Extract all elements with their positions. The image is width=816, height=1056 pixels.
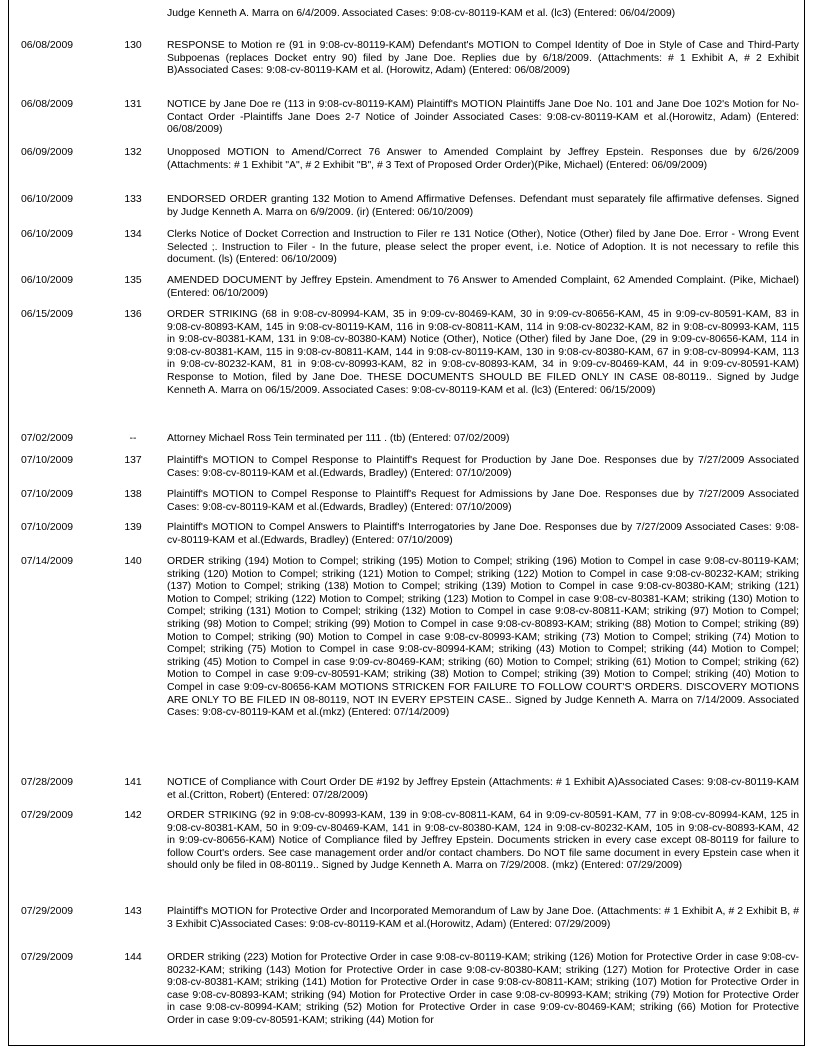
entry-number: -- (129, 433, 137, 444)
entry-text: AMENDED DOCUMENT by Jeffrey Epstein. Amendment to 76 Answer to Amended Complaint, 62 Amended Complaint. (Pike, Michael) (Entered: 06/10/2009) (167, 275, 799, 299)
entry-number: 131 (124, 99, 142, 110)
entry-number: 139 (124, 522, 142, 533)
entry-date: 06/15/2009 (21, 309, 74, 320)
entry-date: 06/08/2009 (21, 40, 74, 51)
entry-number: 133 (124, 194, 142, 205)
entry-number: 138 (124, 489, 142, 500)
entry-number: 141 (124, 777, 142, 788)
entry-date: 07/10/2009 (21, 455, 74, 466)
entry-text: NOTICE by Jane Doe re (113 in 9:08-cv-80119-KAM) Plaintiff's MOTION Plaintiffs Jane Doe No. 101 and Jane Doe 102's Motion for No-Contact Order -Plaintiffs Jane Does 2-7 Notice of Joinder Associated Cases: 9:08-cv-80119-KAM et al.(Horowitz, Adam) (Entered: 06/08/2009) (167, 99, 799, 136)
entry-text: ENDORSED ORDER granting 132 Motion to Amend Affirmative Defenses. Defendant must separately file affirmative defenses. Signed by Judge Kenneth A. Marra on 6/9/2009. (ir) (Entered: 06/10/2009) (167, 194, 799, 218)
entry-text: Plaintiff's MOTION to Compel Answers to Plaintiff's Interrogatories by Jane Doe. Responses due by 7/27/2009 Associated Cases: 9:08-cv-80119-KAM et al.(Edwards, Bradley) (Entered: 07/10/2009) (167, 522, 799, 546)
entry-date: 06/09/2009 (21, 147, 74, 158)
entry-number: 142 (124, 810, 142, 821)
entry-text: ORDER striking (223) Motion for Protective Order in case 9:08-cv-80119-KAM; striking (126) Motion for Protective Order in case 9:08-cv-80232-KAM; striking (143) Motion for Protective Order in case 9:08-cv-80380-KAM; striking (127) Motion for Protective Order in case 9:08-cv-80381-KAM; striking (141) Motion for Protective Order in case 9:08-cv-80811-KAM; striking (107) Motion for Protective Order in case 9:08-cv-80893-KAM; striking (94) Motion for Protective Order in case 9:08-cv-80993-KAM; striking (79) Motion for Protective Order in case 9:08-cv-80994-KAM; striking (52) Motion for Protective Order in case 9:09-cv-80469-KAM; striking (66) Motion for Protective Order in case 9:09-cv-80591-KAM; striking (44) Motion for (167, 952, 799, 1026)
entry-number: 132 (124, 147, 142, 158)
entry-date: 07/28/2009 (21, 777, 74, 788)
entry-text: ORDER STRIKING (92 in 9:08-cv-80993-KAM, 139 in 9:08-cv-80811-KAM, 64 in 9:09-cv-80591-KAM, 77 in 9:08-cv-80994-KAM, 125 in 9:08-cv-80381-KAM, 50 in 9:09-cv-80469-KAM, 141 in 9:08-cv-80380-KAM, 124 in 9:08-cv-80232-KAM, 105 in 9:08-cv-80893-KAM, 42 in 9:09-cv-80656-KAM) Notice of Compliance filed by Jeffrey Epstein. Documents stricken in every case except 08-80119 for failure to follow Court's orders. See case management order and/or contact chambers. Do NOT file same document in every Epstein case when it should only be filed in 08-80119.. Signed by Judge Kenneth A. Marra on 7/29/2008. (mkz) (Entered: 07/29/2009) (167, 810, 799, 872)
entry-date: 07/10/2009 (21, 522, 74, 533)
entry-text: Unopposed MOTION to Amend/Correct 76 Answer to Amended Complaint by Jeffrey Epstein. Responses due by 6/26/2009 (Attachments: # 1 Exhibit "A", # 2 Exhibit "B", # 3 Text of Proposed Order Order)(Pike, Michael) (Entered: 06/09/2009) (167, 147, 799, 171)
entry-date: 06/10/2009 (21, 194, 74, 205)
entry-number: 144 (124, 952, 142, 963)
entry-number: 130 (124, 40, 142, 51)
entry-number: 135 (124, 275, 142, 286)
docket-table (8, 0, 805, 1046)
entry-number: 136 (124, 309, 142, 320)
entry-text: Judge Kenneth A. Marra on 6/4/2009. Associated Cases: 9:08-cv-80119-KAM et al. (lc3) (Entered: 06/04/2009) (167, 8, 676, 19)
entry-date: 07/10/2009 (21, 489, 74, 500)
entry-date: 06/10/2009 (21, 275, 74, 286)
entry-text: RESPONSE to Motion re (91 in 9:08-cv-80119-KAM) Defendant's MOTION to Compel Identity of Doe in Style of Case and Third-Party Subpoenas (replaces Docket entry 90) filed by Jane Doe. Replies due by 6/18/2009. (Attachments: # 1 Exhibit A, # 2 Exhibit B)Associated Cases: 9:08-cv-80119-KAM et al. (Horowitz, Adam) (Entered: 06/08/2009) (167, 40, 799, 77)
entry-date: 07/29/2009 (21, 906, 74, 917)
entry-number: 143 (124, 906, 142, 917)
entry-date: 06/10/2009 (21, 229, 74, 240)
entry-text: ORDER STRIKING (68 in 9:08-cv-80994-KAM, 35 in 9:09-cv-80469-KAM, 30 in 9:09-cv-80656-KAM, 45 in 9:09-cv-80591-KAM, 83 in 9:08-cv-80893-KAM, 145 in 9:08-cv-80119-KAM, 116 in 9:08-cv-80811-KAM, 114 in 9:08-cv-80232-KAM, 82 in 9:08-cv-80993-KAM, 115 in 9:08-cv-80381-KAM, 131 in 9:08-cv-80380-KAM) Notice (Other), Notice (Other) filed by Jane Doe, (29 in 9:09-cv-80656-KAM, 114 in 9:08-cv-80381-KAM, 115 in 9:08-cv-80811-KAM, 144 in 9:08-cv-80119-KAM, 130 in 9:08-cv-80380-KAM, 67 in 9:08-cv-80994-KAM, 113 in 9:08-cv-80232-KAM, 81 in 9:08-cv-80993-KAM, 82 in 9:08-cv-80893-KAM, 34 in 9:09-cv-80469-KAM, 44 in 9:09-cv-80591-KAM) Response to Motion, filed by Jane Doe. THESE DOCUMENTS SHOULD BE FILED ONLY IN CASE 08-80119.. Signed by Judge Kenneth A. Marra on 06/15/2009. Associated Cases: 9:08-cv-80119-KAM et al. (lc3) (Entered: 06/15/2009) (167, 309, 799, 396)
entry-number: 137 (124, 455, 142, 466)
entry-number: 140 (124, 556, 142, 567)
entry-text: Plaintiff's MOTION for Protective Order and Incorporated Memorandum of Law by Jane Doe. (Attachments: # 1 Exhibit A, # 2 Exhibit B, # 3 Exhibit C)Associated Cases: 9:08-cv-80119-KAM et al.(Horowitz, Adam) (Entered: 07/29/2009) (167, 906, 799, 930)
entry-date: 07/29/2009 (21, 952, 74, 963)
entry-date: 07/02/2009 (21, 433, 74, 444)
entry-text: Attorney Michael Ross Tein terminated per 111 . (tb) (Entered: 07/02/2009) (167, 433, 510, 444)
entry-text: ORDER striking (194) Motion to Compel; striking (195) Motion to Compel; striking (196) Motion to Compel in case 9:08-cv-80119-KAM; striking (120) Motion to Compel; striking (121) Motion to Compel; striking (122) Motion to Compel in case 9:08-cv-80232-KAM; striking (137) Motion to Compel; striking (138) Motion to Compel; striking (139) Motion to Compel in case 9:08-cv-80380-KAM; striking (121) Motion to Compel; striking (122) Motion to Compel; striking (123) Motion to Compel in case 9:08-cv-80381-KAM; striking (130) Motion to Compel; striking (131) Motion to Compel; striking (132) Motion to Compel in case 9:08-cv-80811-KAM; striking (97) Motion to Compel; striking (98) Motion to Compel; striking (99) Motion to Compel in case 9:08-cv-80893-KAM; striking (88) Motion to Compel; striking (89) Motion to Compel; striking (90) Motion to Compel in case 9:08-cv-80993-KAM; striking (73) Motion to Compel; striking (74) Motion to Compel; striking (75) Motion to Compel in case 9:08-cv-80994-KAM; striking (43) Motion to Compel; striking (44) Motion to Compel; striking (45) Motion to Compel in case 9:09-cv-80469-KAM; striking (60) Motion to Compel; striking (61) Motion to Compel; striking (62) Motion to Compel in case 9:09-cv-80591-KAM; striking (38) Motion to Compel; striking (39) Motion to Compel; striking (40) Motion to Compel in case 9:09-cv-80656-KAM MOTIONS STRICKEN FOR FAILURE TO FOLLOW COURT'S ORDERS. DISCOVERY MOTIONS ARE ONLY TO BE FILED IN 08-80119, NOT IN EVERY EPSTEIN CASE.. Signed by Judge Kenneth A. Marra on 7/14/2009. Associated Cases: 9:08-cv-80119-KAM et al.(mkz) (Entered: 07/14/2009) (167, 556, 799, 719)
entry-date: 07/14/2009 (21, 556, 74, 567)
entry-text: Plaintiff's MOTION to Compel Response to Plaintiff's Request for Production by Jane Doe. Responses due by 7/27/2009 Associated Cases: 9:08-cv-80119-KAM et al.(Edwards, Bradley) (Entered: 07/10/2009) (167, 455, 799, 479)
entry-date: 06/08/2009 (21, 99, 74, 110)
entry-text: Clerks Notice of Docket Correction and Instruction to Filer re 131 Notice (Other), Notice (Other) filed by Jane Doe. Error - Wrong Event Selected ;. Instruction to Filer - In the future, please select the proper event, i.e. Notice of Adoption. It is not necessary to refile this document. (ls) (Entered: 06/10/2009) (167, 229, 799, 266)
entry-text: NOTICE of Compliance with Court Order DE #192 by Jeffrey Epstein (Attachments: # 1 Exhibit A)Associated Cases: 9:08-cv-80119-KAM et al.(Critton, Robert) (Entered: 07/28/2009) (167, 777, 799, 801)
entry-number: 134 (124, 229, 142, 240)
entry-text: Plaintiff's MOTION to Compel Response to Plaintiff's Request for Admissions by Jane Doe. Responses due by 7/27/2009 Associated Cases: 9:08-cv-80119-KAM et al.(Edwards, Bradley) (Entered: 07/10/2009) (167, 489, 799, 513)
entry-date: 07/29/2009 (21, 810, 74, 821)
